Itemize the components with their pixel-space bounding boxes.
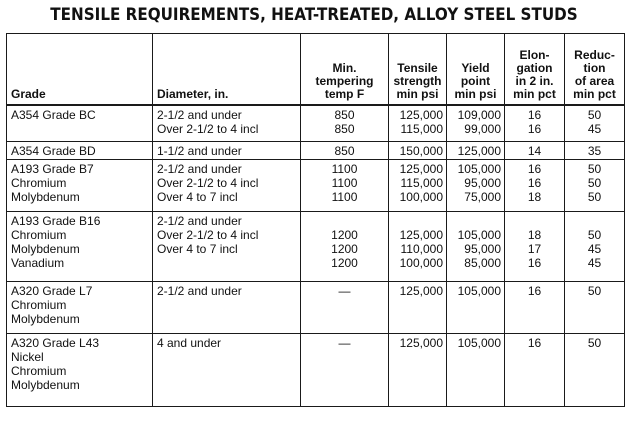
cell-elongation <box>505 142 565 160</box>
table-row <box>7 334 625 407</box>
cell-line: 105,000 <box>457 336 501 350</box>
cell-line: 14 <box>527 144 542 158</box>
cell-yield <box>447 142 505 160</box>
cell-line: Reduc- <box>574 47 615 62</box>
cell-line: 50 <box>587 162 602 176</box>
cell-line: 1100 <box>331 176 358 190</box>
cell-line: 1100 <box>331 190 358 204</box>
cell-line: Molybdenum <box>11 242 80 256</box>
cell-line: A354 Grade BD <box>11 144 96 158</box>
cell-line: 16 <box>527 162 542 176</box>
header-elongation <box>505 34 565 105</box>
cell-line: — <box>338 284 351 298</box>
cell-line: 16 <box>527 107 542 122</box>
cell-line: 35 <box>587 144 602 158</box>
tensile-requirements-table <box>6 33 625 407</box>
cell-line: Over 4 to 7 incl <box>157 242 238 256</box>
cell-temp <box>301 334 389 407</box>
page-title: TENSILE REQUIREMENTS, HEAT-TREATED, ALLOY STEEL STUDS <box>50 5 578 24</box>
cell-line: 50 <box>587 336 602 350</box>
cell-line: 1100 <box>331 162 358 176</box>
cell-reduction <box>565 142 625 160</box>
cell-diameter <box>153 105 301 142</box>
cell-line: 16 <box>527 121 542 136</box>
cell-line <box>509 214 560 228</box>
cell-line: Chromium <box>11 298 67 312</box>
cell-line: Min. <box>332 60 357 75</box>
cell-line: in 2 in. <box>515 73 554 88</box>
cell-line: Yield <box>461 60 490 75</box>
cell-line: Molybdenum <box>11 190 80 204</box>
cell-temp <box>301 142 389 160</box>
cell-grade <box>7 105 153 142</box>
header-diameter: Diameter, in. <box>153 34 301 105</box>
cell-line: 50 <box>587 284 602 298</box>
cell-line: Chromium <box>11 228 67 242</box>
cell-line: 125,000 <box>399 107 443 122</box>
cell-yield <box>447 282 505 334</box>
cell-tensile <box>389 282 447 334</box>
cell-line: Vanadium <box>11 256 65 270</box>
cell-line: A354 Grade BC <box>11 107 96 122</box>
cell-diameter <box>153 282 301 334</box>
cell-temp <box>301 160 389 212</box>
cell-diameter <box>153 334 301 407</box>
header-yield <box>447 34 505 105</box>
cell-elongation <box>505 160 565 212</box>
cell-line: A320 Grade L7 <box>11 284 93 298</box>
cell-line: gation <box>516 60 553 75</box>
cell-line: A193 Grade B7 <box>11 162 94 176</box>
cell-line: 1200 <box>331 242 358 256</box>
cell-line: 45 <box>587 242 602 256</box>
cell-line: 110,000 <box>400 242 443 256</box>
cell-line: — <box>338 336 351 350</box>
cell-line: tion <box>583 60 606 75</box>
header-grade: Grade <box>7 34 153 105</box>
cell-line: 16 <box>527 256 542 270</box>
table-body <box>7 105 625 407</box>
cell-elongation <box>505 334 565 407</box>
cell-diameter <box>153 142 301 160</box>
cell-line: 850 <box>334 144 355 158</box>
cell-line: min pct <box>573 86 616 101</box>
cell-line: Over 2-1/2 to 4 incl <box>157 176 259 190</box>
cell-grade <box>7 160 153 212</box>
table-row <box>7 142 625 160</box>
cell-line: Molybdenum <box>11 378 80 392</box>
cell-line: 115,000 <box>400 176 443 190</box>
cell-yield <box>447 212 505 282</box>
cell-tensile <box>389 334 447 407</box>
cell-diameter <box>153 160 301 212</box>
cell-elongation <box>505 105 565 142</box>
cell-line: 125,000 <box>399 228 443 242</box>
cell-line: 1200 <box>331 228 358 242</box>
header-reduction <box>565 34 625 105</box>
cell-line: Over 2-1/2 to 4 incl <box>157 228 259 242</box>
cell-line: Chromium <box>11 364 67 378</box>
cell-line: 2-1/2 and under <box>157 214 242 228</box>
cell-grade <box>7 212 153 282</box>
cell-line: min pct <box>513 86 556 101</box>
cell-line: 50 <box>587 190 602 204</box>
cell-temp <box>301 105 389 142</box>
table-row <box>7 282 625 334</box>
cell-reduction <box>565 212 625 282</box>
cell-line: 109,000 <box>457 107 501 122</box>
cell-line: 100,000 <box>399 190 443 204</box>
cell-tensile <box>389 160 447 212</box>
cell-line: 1-1/2 and under <box>157 144 242 158</box>
cell-line <box>451 214 501 228</box>
cell-line: 125,000 <box>457 144 501 158</box>
cell-line: of area <box>574 73 615 88</box>
table-row <box>7 160 625 212</box>
cell-line: Nickel <box>11 350 44 364</box>
cell-line: 18 <box>527 190 542 204</box>
cell-line: 45 <box>587 256 602 270</box>
cell-line: 125,000 <box>399 284 443 298</box>
cell-line: 850 <box>334 121 355 136</box>
cell-line: 50 <box>587 176 602 190</box>
header-row <box>7 34 625 105</box>
cell-line: Molybdenum <box>11 312 80 326</box>
cell-line: 75,000 <box>464 190 501 204</box>
cell-line <box>305 214 384 228</box>
cell-elongation <box>505 212 565 282</box>
cell-line: Over 2-1/2 to 4 incl <box>157 121 259 136</box>
cell-line <box>393 214 443 228</box>
cell-line: A193 Grade B16 <box>11 214 101 228</box>
cell-line: 2-1/2 and under <box>157 284 242 298</box>
cell-diameter <box>153 212 301 282</box>
cell-yield <box>447 334 505 407</box>
cell-grade <box>7 282 153 334</box>
cell-line: 105,000 <box>457 162 501 176</box>
table-row <box>7 105 625 142</box>
cell-line: Elon- <box>519 47 550 62</box>
cell-yield <box>447 105 505 142</box>
table-row <box>7 212 625 282</box>
cell-line <box>569 214 620 228</box>
cell-line: 95,000 <box>464 176 501 190</box>
cell-reduction <box>565 160 625 212</box>
cell-line: tempering <box>315 73 374 88</box>
cell-reduction <box>565 105 625 142</box>
cell-line: 45 <box>587 121 602 136</box>
cell-line: A320 Grade L43 <box>11 336 100 350</box>
cell-line: 850 <box>334 107 355 122</box>
cell-elongation <box>505 282 565 334</box>
cell-line: temp F <box>324 86 365 101</box>
cell-tensile <box>389 105 447 142</box>
cell-line: 105,000 <box>457 284 501 298</box>
cell-reduction <box>565 334 625 407</box>
cell-line: 2-1/2 and under <box>157 107 242 122</box>
header-temp <box>301 34 389 105</box>
cell-line: Tensile <box>397 60 438 75</box>
cell-temp <box>301 212 389 282</box>
cell-line: 50 <box>587 107 602 122</box>
cell-line: 85,000 <box>464 256 501 270</box>
cell-line: strength <box>393 73 442 88</box>
cell-line: 2-1/2 and under <box>157 162 242 176</box>
cell-line: 16 <box>527 336 542 350</box>
cell-line: 16 <box>527 176 542 190</box>
cell-tensile <box>389 142 447 160</box>
cell-line: min psi <box>454 86 497 101</box>
cell-line: 17 <box>527 242 542 256</box>
cell-line: 105,000 <box>457 228 501 242</box>
cell-line: 115,000 <box>400 121 443 136</box>
cell-line: 125,000 <box>399 162 443 176</box>
cell-line: point <box>460 73 491 88</box>
cell-temp <box>301 282 389 334</box>
cell-line: 99,000 <box>464 121 501 136</box>
header-tensile <box>389 34 447 105</box>
cell-line: 50 <box>587 228 602 242</box>
cell-grade <box>7 334 153 407</box>
cell-line: 100,000 <box>399 256 443 270</box>
cell-line: 4 and under <box>157 336 222 350</box>
cell-grade <box>7 142 153 160</box>
cell-line: 18 <box>527 228 542 242</box>
cell-line: 150,000 <box>399 144 443 158</box>
cell-tensile <box>389 212 447 282</box>
cell-line: 125,000 <box>399 336 443 350</box>
cell-line: 1200 <box>331 256 358 270</box>
cell-line: Over 4 to 7 incl <box>157 190 238 204</box>
cell-line: 16 <box>527 284 542 298</box>
cell-reduction <box>565 282 625 334</box>
cell-line: Chromium <box>11 176 67 190</box>
cell-line: min psi <box>396 86 439 101</box>
cell-line: 95,000 <box>464 242 501 256</box>
cell-yield <box>447 160 505 212</box>
